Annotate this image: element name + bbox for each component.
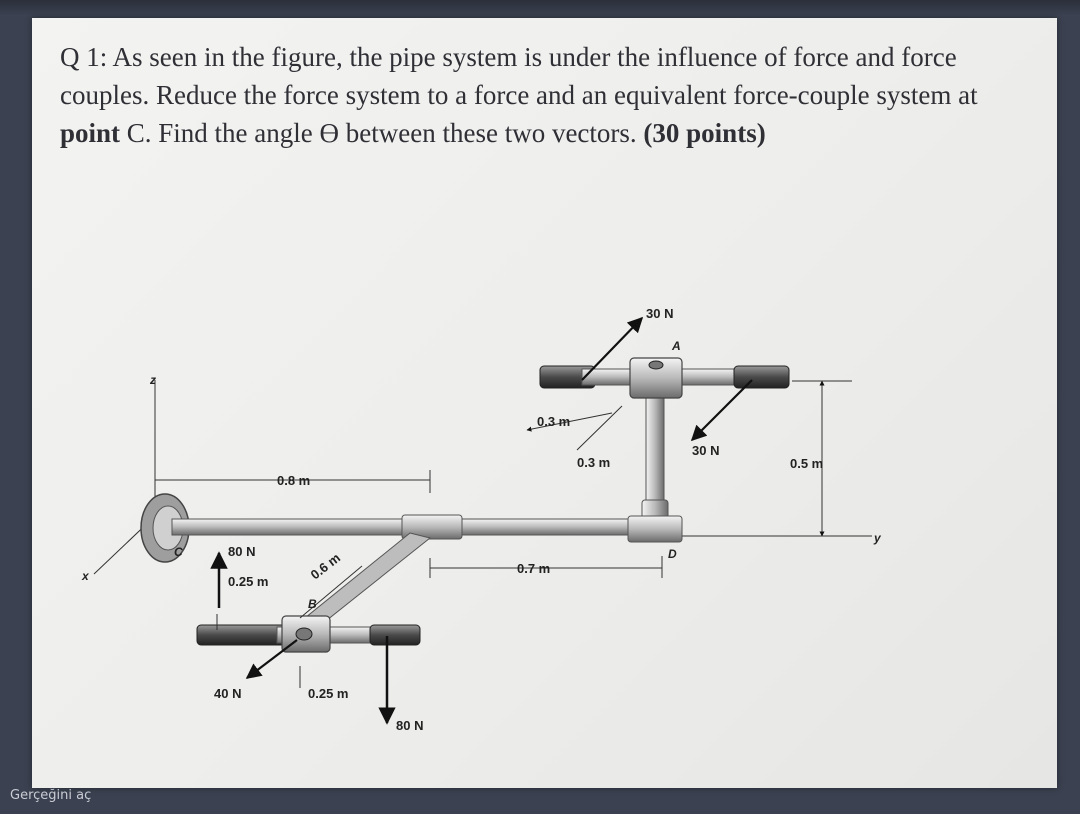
- force-arrow-40n: [247, 640, 297, 678]
- label-point-d: D: [668, 547, 677, 561]
- label-dim-05: 0.5 m: [790, 456, 824, 471]
- axis-x-label: x: [82, 569, 89, 583]
- label-point-b: B: [308, 597, 317, 611]
- screen-page: [32, 18, 1057, 788]
- pipe-system-figure: [32, 18, 1057, 788]
- label-30n-right: 30 N: [692, 443, 720, 458]
- grip-right-lower: [370, 625, 420, 645]
- label-80n-up: 80 N: [228, 544, 256, 559]
- question-bold-point: point: [60, 118, 121, 148]
- force-arrow-30n-right: [692, 380, 752, 440]
- question-part2: C. Find the angle ϴ between these two vectors.: [120, 118, 644, 148]
- reveal-caption[interactable]: Gerçeğini aç: [10, 788, 92, 803]
- label-80n-down: 80 N: [396, 718, 424, 733]
- label-dim-07: 0.7 m: [517, 561, 551, 576]
- monitor-bezel: [0, 0, 1080, 16]
- grip-right-upper: [734, 366, 789, 388]
- label-dim-03-mid: 0.3 m: [577, 455, 611, 470]
- label-dim-025-left: 0.25 m: [228, 574, 269, 589]
- question-points: (30 points): [643, 118, 766, 148]
- label-dim-06: 0.6 m: [307, 550, 344, 583]
- label-dim-03-top: 0.3 m: [537, 414, 571, 429]
- question-part1: Q 1: As seen in the figure, the pipe system is under the influence of force and force couples. Reduce the force system to a force and an equivalent force-couple system at: [60, 42, 978, 110]
- label-point-c: C: [174, 545, 183, 559]
- label-point-a: A: [672, 339, 681, 353]
- label-30n-top: 30 N: [646, 306, 674, 321]
- axis-z-label: z: [150, 373, 156, 387]
- pipe-diagonal-b: [300, 533, 430, 628]
- label-40n: 40 N: [214, 686, 242, 701]
- label-dim-08: 0.8 m: [277, 473, 311, 488]
- axis-y-label: y: [874, 531, 881, 545]
- grip-left: [197, 625, 285, 645]
- label-dim-025-bottom: 0.25 m: [308, 686, 349, 701]
